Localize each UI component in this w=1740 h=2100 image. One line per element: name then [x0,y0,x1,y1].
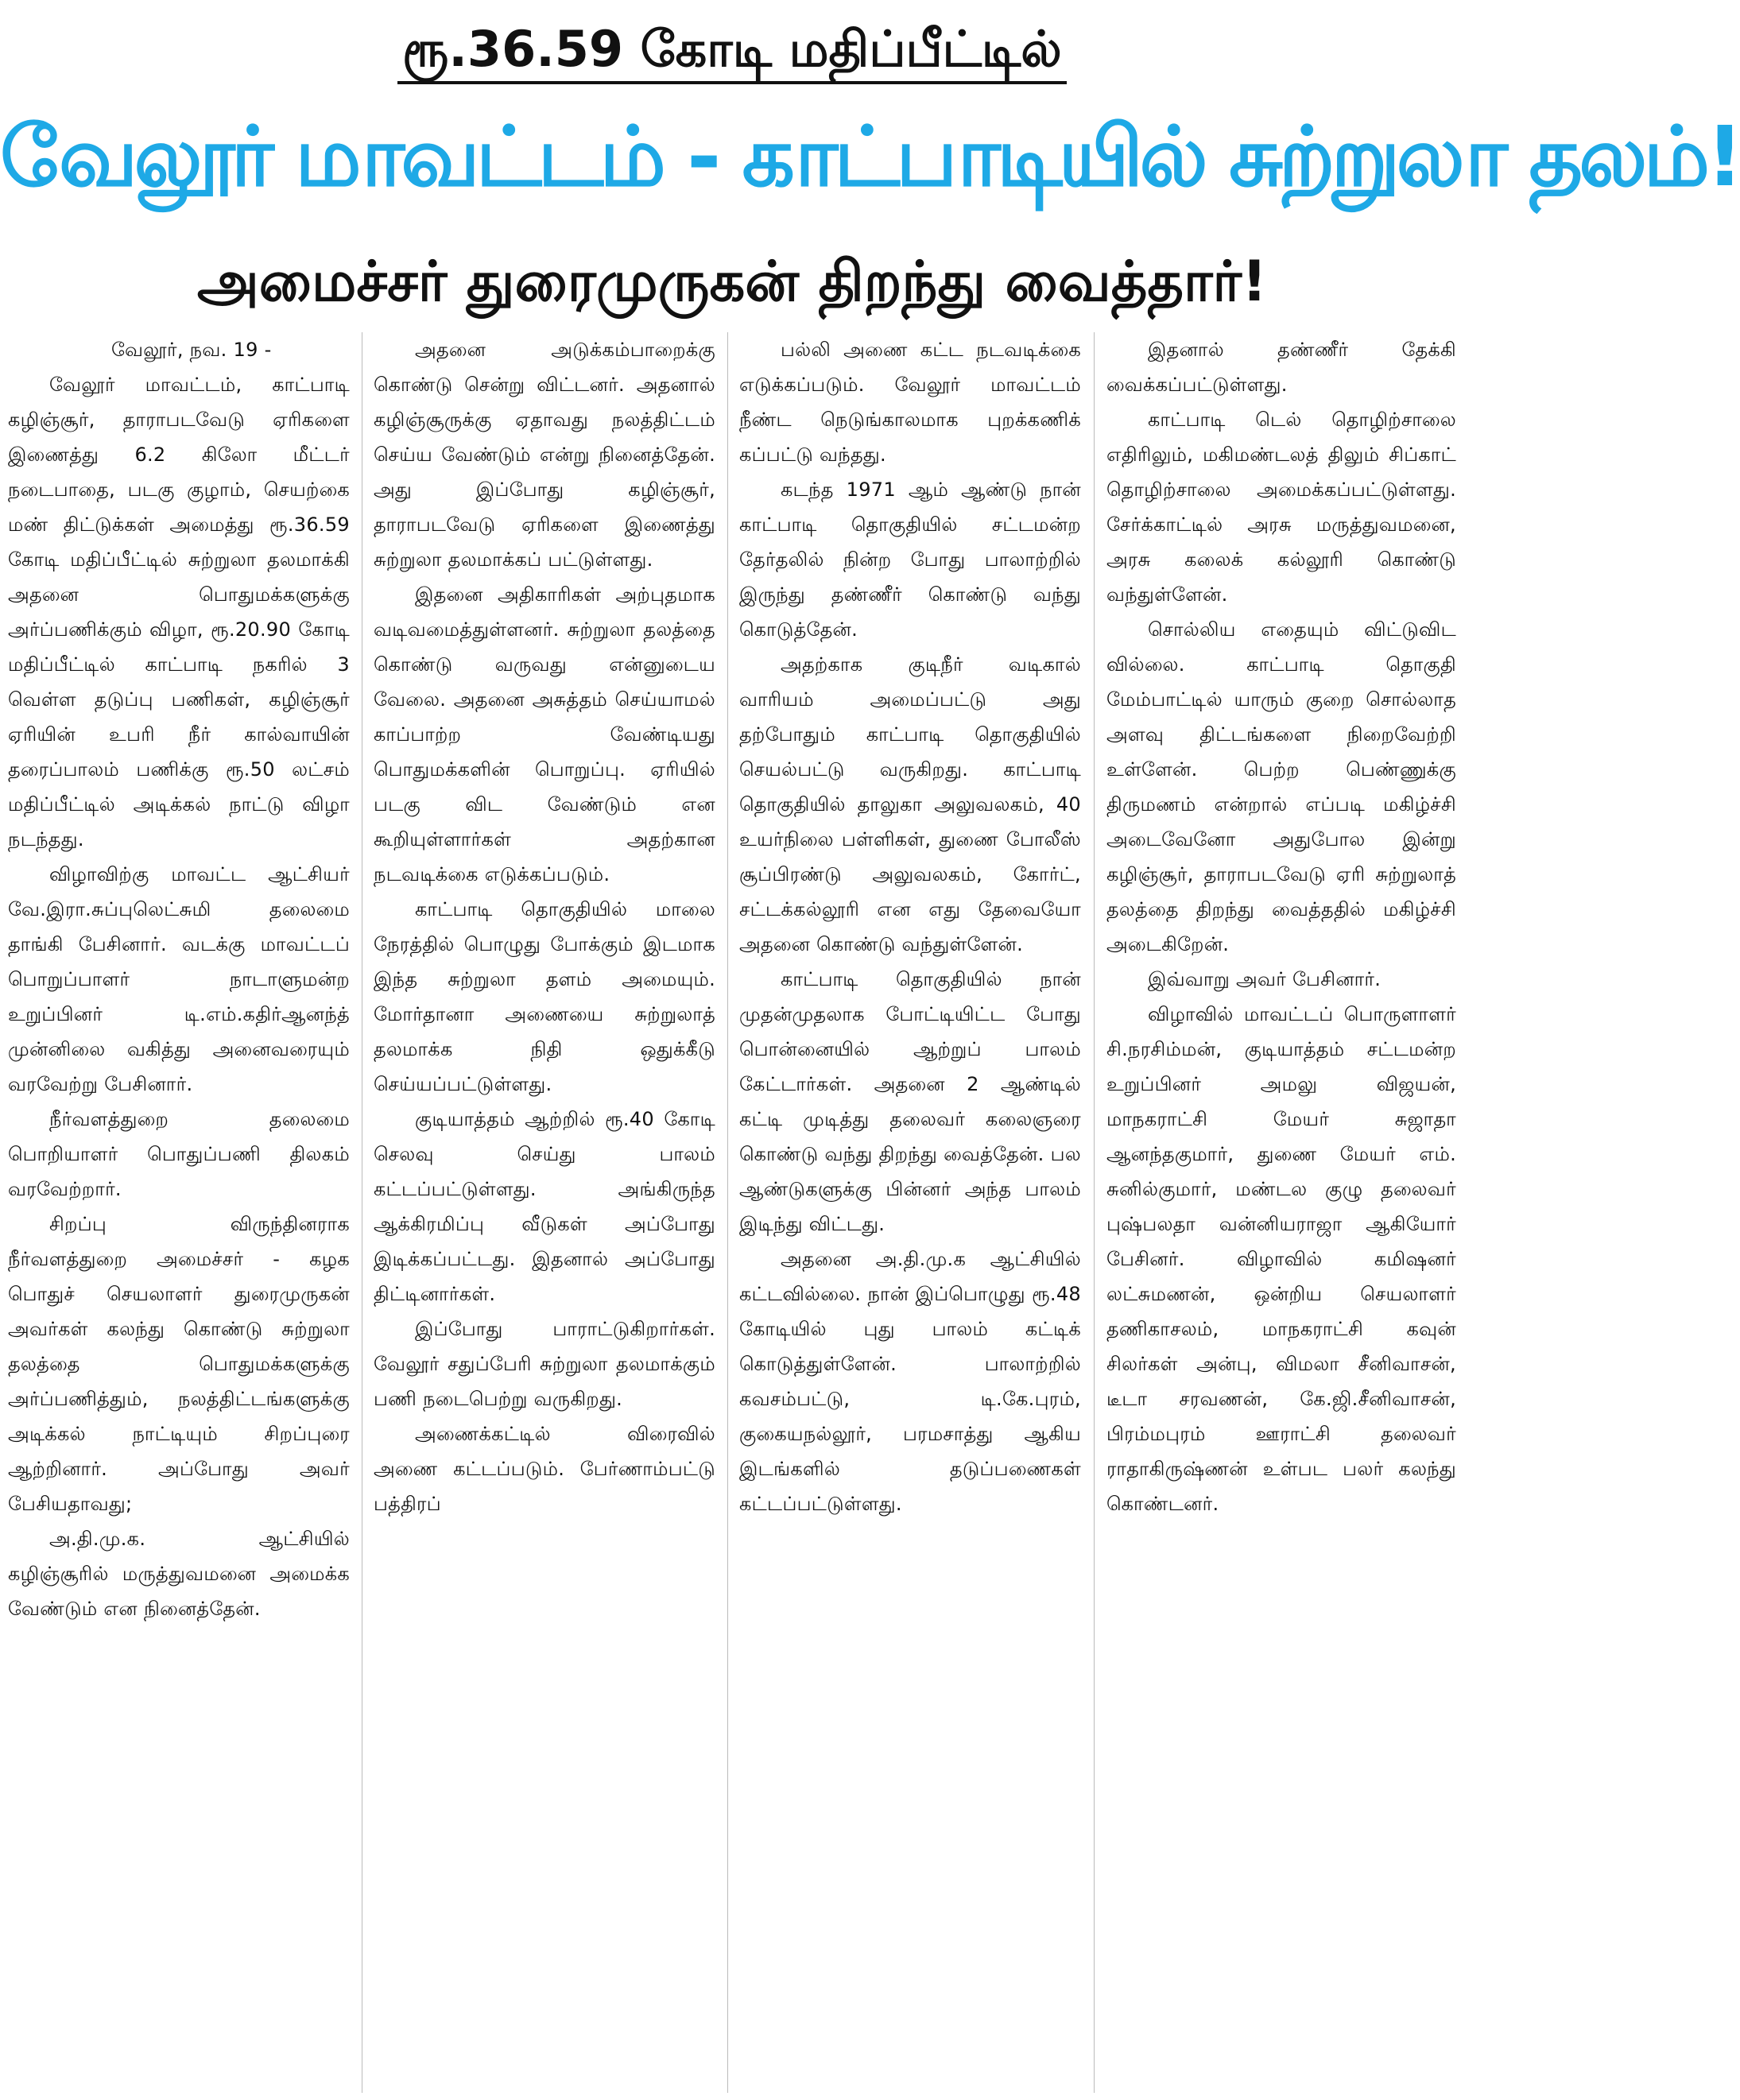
article-paragraph: சொல்லிய எதையும் விட்டுவிட வில்லை. காட்பாடி தொகுதி மேம்பாட்டில் யாரும் குறை சொல்லாத அளவு திட்டங்களை நிறைவேற்றி உள்ளேன். பெற்ற பெண்ணுக்கு திருமணம் என்றால் எப்படி மகிழ்ச்சி அடைவேனோ அதுபோல இன்று கழிஞ்சூர், தாராபடவேடு ஏரி சுற்றுலாத் தலத்தை திறந்து வைத்ததில் மகிழ்ச்சி அடைகிறேன். [1106,618,1456,955]
article-column-3 [739,332,1081,2097]
column-divider [1094,332,1095,2093]
article-paragraph: விழாவில் மாவட்டப் பொருளாளர் சி.நரசிம்மன், குடியாத்தம் சட்டமன்ற உறுப்பினர் அமலு விஜயன், மாநகராட்சி மேயர் சுஜாதா ஆனந்தகுமார், துணை மேயர் எம். சுனில்குமார், மண்டல குழு தலைவர் புஷ்பலதா வன்னியராஜா ஆகியோர் பேசினர். விழாவில் கமிஷனர் லட்சுமணன், ஒன்றிய செயலாளர் தணிகாசலம், மாநகராட்சி கவுன் சிலர்கள் அன்பு, விமலா சீனிவாசன், டீடா சரவணன், கே.ஜி.சீனிவாசன், பிரம்மபுரம் ஊராட்சி தலைவர் ராதாகிருஷ்ணன் உள்பட பலர் கலந்து கொண்டனர். [1106,1003,1456,1515]
article-paragraph: குடியாத்தம் ஆற்றில் ரூ.40 கோடி செலவு செய்து பாலம் கட்டப்பட்டுள்ளது. அங்கிருந்த ஆக்கிரமிப்பு வீடுகள் அப்போது இடிக்கப்பட்டது. இதனால் அப்போது திட்டினார்கள். [374,1108,715,1305]
article-paragraph: அ.தி.மு.க. ஆட்சியில் கழிஞ்சூரில் மருத்துவமனை அமைக்க வேண்டும் என நினைத்தேன். [8,1528,350,1620]
article-paragraph: அதற்காக குடிநீர் வடிகால் வாரியம் அமைப்பட்டு அது தற்போதும் காட்பாடி தொகுதியில் செயல்பட்டு வருகிறது. காட்பாடி தொகுதியில் தாலுகா அலுவலகம், 40 உயர்நிலை பள்ளிகள், துணை போலீஸ் சூப்பிரண்டு அலுவலகம், கோர்ட், சட்டக்கல்லூரி என எது தேவையோ அதனை கொண்டு வந்துள்ளேன். [739,653,1081,955]
article-paragraph: அதனை அ.தி.மு.க ஆட்சியில் கட்டவில்லை. நான் இப்பொழுது ரூ.48 கோடியில் புது பாலம் கட்டிக் கொடுத்துள்ளேன். பாலாற்றில் கவசம்பட்டு, டி.கே.புரம், குகையநல்லூர், பரமசாத்து ஆகிய இடங்களில் தடுப்பணைகள் கட்டப்பட்டுள்ளது. [739,1248,1081,1515]
article-paragraph: காட்பாடி டெல் தொழிற்சாலை எதிரிலும், மகிமண்டலத் திலும் சிப்காட் தொழிற்சாலை அமைக்கப்பட்டுள்ளது. சேர்க்காட்டில் அரசு மருத்துவமனை, அரசு கலைக் கல்லூரி கொண்டு வந்துள்ளேன். [1106,409,1456,606]
article-paragraph: வேலூர் மாவட்டம், காட்பாடி கழிஞ்சூர், தாராபடவேடு ஏரிகளை இணைத்து 6.2 கிலோ மீட்டர் நடைபாதை, படகு குழாம், செயற்கை மண் திட்டுக்கள் அமைத்து ரூ.36.59 கோடி மதிப்பீட்டில் சுற்றுலா தலமாக்கி அதனை பொதுமக்களுக்கு அர்ப்பணிக்கும் விழா, ரூ.20.90 கோடி மதிப்பீட்டில் காட்பாடி நகரில் 3 வெள்ள தடுப்பு பணிகள், கழிஞ்சூர் ஏரியின் உபரி நீர் கால்வாயின் தரைப்பாலம் பணிக்கு ரூ.50 லட்சம் மதிப்பீட்டில் அடிக்கல் நாட்டு விழா நடந்தது. [8,374,350,850]
article-paragraph: கடந்த 1971 ஆம் ஆண்டு நான் காட்பாடி தொகுதியில் சட்டமன்ற தேர்தலில் நின்ற போது பாலாற்றில் இருந்து தண்ணீர் கொண்டு வந்து கொடுத்தேன். [739,479,1081,641]
article-paragraph: சிறப்பு விருந்தினராக நீர்வளத்துறை அமைச்சர் - கழக பொதுச் செயலாளர் துரைமுருகன் அவர்கள் கலந்து கொண்டு சுற்றுலா தலத்தை பொதுமக்களுக்கு அர்ப்பணித்தும், நலத்திட்டங்களுக்கு அடிக்கல் நாட்டியும் சிறப்புரை ஆற்றினார். அப்போது அவர் பேசியதாவது; [8,1213,350,1515]
article-paragraph: பல்லி அணை கட்ட நடவடிக்கை எடுக்கப்படும். வேலூர் மாவட்டம் நீண்ட நெடுங்காலமாக புறக்கணிக் கப்பட்டு வந்தது. [739,339,1081,466]
article-paragraph: இதனால் தண்ணீர் தேக்கி வைக்கப்பட்டுள்ளது. [1106,339,1456,396]
kicker [0,17,1464,81]
article-paragraph: நீர்வளத்துறை தலைமை பொறியாளர் பொதுப்பணி திலகம் வரவேற்றார். [8,1108,350,1200]
article-paragraph: அதனை அடுக்கம்பாறைக்கு கொண்டு சென்று விட்டனர். அதனால் கழிஞ்சூருக்கு ஏதாவது நலத்திட்டம் செய்ய வேண்டும் என்று நினைத்தேன். அது இப்போது கழிஞ்சூர், தாராபடவேடு ஏரிகளை இணைத்து சுற்றுலா தலமாக்கப் பட்டுள்ளது. [374,339,715,571]
article-paragraph: அணைக்கட்டில் விரைவில் அணை கட்டப்படும். பேர்ணாம்பட்டு பத்திரப் [374,1423,715,1515]
article-paragraph: விழாவிற்கு மாவட்ட ஆட்சியர் வே.இரா.சுப்புலெட்சுமி தலைமை தாங்கி பேசினார். வடக்கு மாவட்டப் பொறுப்பாளர் நாடாளுமன்ற உறுப்பினர் டி.எம்.கதிர்ஆனந்த் முன்னிலை வகித்து அனைவரையும் வரவேற்று பேசினார். [8,863,350,1095]
dateline: வேலூர், நவ. 19 - [111,339,272,361]
headline: வேலூர் மாவட்டம் - காட்பாடியில் சுற்றுலா தலம்! [0,108,1740,205]
article-paragraph: காட்பாடி தொகுதியில் நான் முதன்முதலாக போட்டியிட்ட போது பொன்னையில் ஆற்றுப் பாலம் கேட்டார்கள். அதனை 2 ஆண்டில் கட்டி முடித்து தலைவர் கலைஞரை கொண்டு வந்து திறந்து வைத்தேன். பல ஆண்டுகளுக்கு பின்னர் அந்த பாலம் இடிந்து விட்டது. [739,968,1081,1235]
article-paragraph: இப்போது பாராட்டுகிறார்கள். வேலூர் சதுப்பேரி சுற்றுலா தலமாக்கும் பணி நடைபெற்று வருகிறது. [374,1318,715,1410]
article-column-2 [374,332,715,2097]
article-column-4 [1106,332,1456,2097]
article-paragraph: இவ்வாறு அவர் பேசினார். [1148,968,1382,990]
subheadline: அமைச்சர் துரைமுருகன் திறந்து வைத்தார்! [196,249,1268,314]
kicker-text: ரூ.36.59 கோடி மதிப்பீட்டில் [397,20,1067,84]
article-paragraph: இதனை அதிகாரிகள் அற்புதமாக வடிவமைத்துள்ளனர். சுற்றுலா தலத்தை கொண்டு வருவது என்னுடைய வேலை. அதனை அசுத்தம் செய்யாமல் காப்பாற்ற வேண்டியது பொதுமக்களின் பொறுப்பு. ஏரியில் படகு விட வேண்டும் என கூறியுள்ளார்கள் அதற்கான நடவடிக்கை எடுக்கப்படும். [374,583,715,885]
column-divider [727,332,728,2093]
article-column-1 [8,332,350,2097]
article-paragraph: காட்பாடி தொகுதியில் மாலை நேரத்தில் பொழுது போக்கும் இடமாக இந்த சுற்றுலா தளம் அமையும். மோர்தானா அணையை சுற்றுலாத் தலமாக்க நிதி ஒதுக்கீடு செய்யப்பட்டுள்ளது. [374,898,715,1095]
